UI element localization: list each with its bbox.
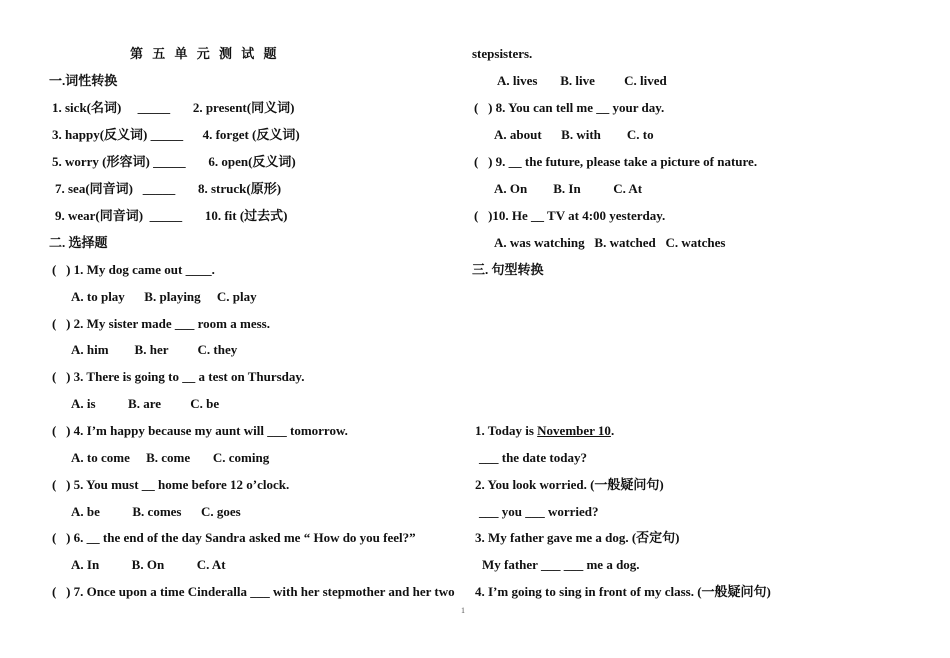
mc-question: ( ) 8. You can tell me __ your day. (474, 100, 665, 115)
mc-question: ( ) 9. __ the future, please take a picture of nature. (474, 154, 758, 169)
transform-answer: ___ the date today? (479, 450, 587, 465)
word-form-item: 9. wear(同音词) _____ 10. fit (过去式) (55, 208, 288, 223)
section2-heading: 二. 选择题 (49, 235, 108, 250)
mc-options: A. lives B. live C. lived (497, 73, 667, 88)
underlined-phrase: November 10 (537, 423, 611, 438)
transform-item: 3. My father gave me a dog. (否定句) (475, 530, 680, 545)
mc-options: A. to play B. playing C. play (71, 289, 257, 304)
mc-options: A. to come B. come C. coming (71, 450, 270, 465)
mc-question: ( ) 4. I’m happy because my aunt will ___ tomorrow. (52, 423, 348, 438)
mc-question: ( ) 1. My dog came out ____. (52, 262, 215, 277)
page-number: 1 (461, 606, 465, 615)
mc-options: A. On B. In C. At (494, 181, 643, 196)
transform-item (475, 423, 614, 439)
page-title: 第 五 单 元 测 试 题 (130, 46, 280, 61)
transform-item: 4. I’m going to sing in front of my class. (一般疑问句) (475, 584, 771, 599)
mc-question: ( ) 6. __ the end of the day Sandra asked me “ How do you feel?” (52, 530, 416, 545)
mc-question: ( ) 3. There is going to __ a test on Thursday. (52, 369, 305, 384)
mc-options: A. In B. On C. At (71, 557, 226, 572)
section3-heading: 三. 句型转换 (472, 262, 544, 277)
mc-options: A. was watching B. watched C. watches (494, 235, 726, 250)
mc-question: ( ) 5. You must __ home before 12 o’clock. (52, 477, 290, 492)
transform-item: 2. You look worried. (一般疑问句) (475, 477, 664, 492)
mc-options: A. him B. her C. they (71, 342, 238, 357)
word-form-item: 7. sea(同音词) _____ 8. struck(原形) (55, 181, 282, 196)
transform-answer: My father ___ ___ me a dog. (482, 557, 640, 572)
transform-answer: ___ you ___ worried? (479, 504, 599, 519)
mc-options: A. be B. comes C. goes (71, 504, 241, 519)
mc-options: A. about B. with C. to (494, 127, 654, 142)
word-form-item: 1. sick(名词) _____ 2. present(同义词) (52, 100, 295, 115)
mc-question-continuation: stepsisters. (472, 46, 533, 61)
section1-heading: 一.词性转换 (49, 73, 118, 88)
transform-suffix: . (610, 423, 615, 438)
transform-prefix: 1. Today is (475, 423, 538, 438)
word-form-item: 3. happy(反义词) _____ 4. forget (反义词) (52, 127, 300, 142)
word-form-item: 5. worry (形容词) _____ 6. open(反义词) (52, 154, 296, 169)
mc-question: ( ) 7. Once upon a time Cinderalla ___ with her stepmother and her two (52, 584, 455, 599)
mc-question: ( ) 2. My sister made ___ room a mess. (52, 316, 270, 331)
mc-options: A. is B. are C. be (71, 396, 220, 411)
mc-question: ( )10. He __ TV at 4:00 yesterday. (474, 208, 666, 223)
